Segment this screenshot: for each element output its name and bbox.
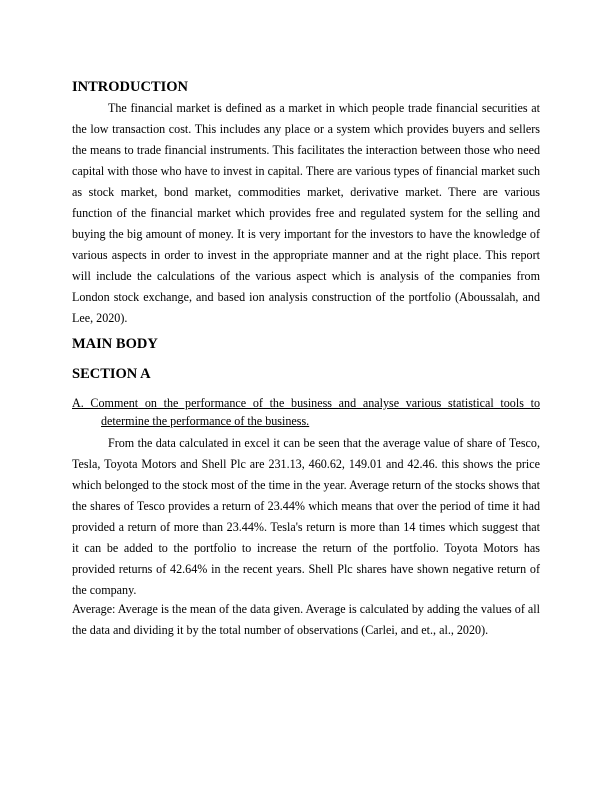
question-line-1: A. Comment on the performance of the business and analyse various statistical tools to xyxy=(72,396,540,410)
question-line-2: determine the performance of the business. xyxy=(101,414,310,428)
introduction-heading: INTRODUCTION xyxy=(72,79,189,95)
section-a-paragraph-2: Average: Average is the mean of the data given. Average is calculated by adding the values of all the data and dividing it by the total number of observations (Carlei, and et., al., 2020). xyxy=(72,602,540,637)
section-a-paragraph-1: From the data calculated in excel it can be seen that the average value of share of Tesco, Tesla, Toyota Motors and Shell Plc are 231.13, 460.62, 149.01 and 42.46. this shows the price which belonged to the stock most of the time in the year. Average return of the stocks shows that the shares of Tesco provides a return of 23.44% which means that over the period of time it had provided a return of more than 23.44%. Tesla's return is more than 14 times which suggest that it can be added to the portfolio to increase the return of the portfolio. Toyota Motors has provided returns of 42.64% in the recent years. Shell Plc shares have shown negative return of the company. xyxy=(72,436,540,597)
section-a-question xyxy=(72,394,540,430)
introduction-paragraph: The financial market is defined as a market in which people trade financial securities at the low transaction cost. This includes any place or a system which provides buyers and sellers the means to trade financial instruments. This facilitates the interaction between those who need capital with those who have to invest in capital. There are various types of financial market such as stock market, bond market, commodities market, derivative market. There are various function of the financial market which provides free and regulated system for the selling and buying the big amount of money. It is very important for the investors to have the knowledge of various aspects in order to invest in the appropriate manner and at the right place. This report will include the calculations of the various aspect which is analysis of the companies from London stock exchange, and based ion analysis construction of the portfolio (Aboussalah, and Lee, 2020). xyxy=(72,101,540,325)
main-body-heading: MAIN BODY xyxy=(72,336,158,352)
section-a-heading: SECTION A xyxy=(72,366,151,382)
